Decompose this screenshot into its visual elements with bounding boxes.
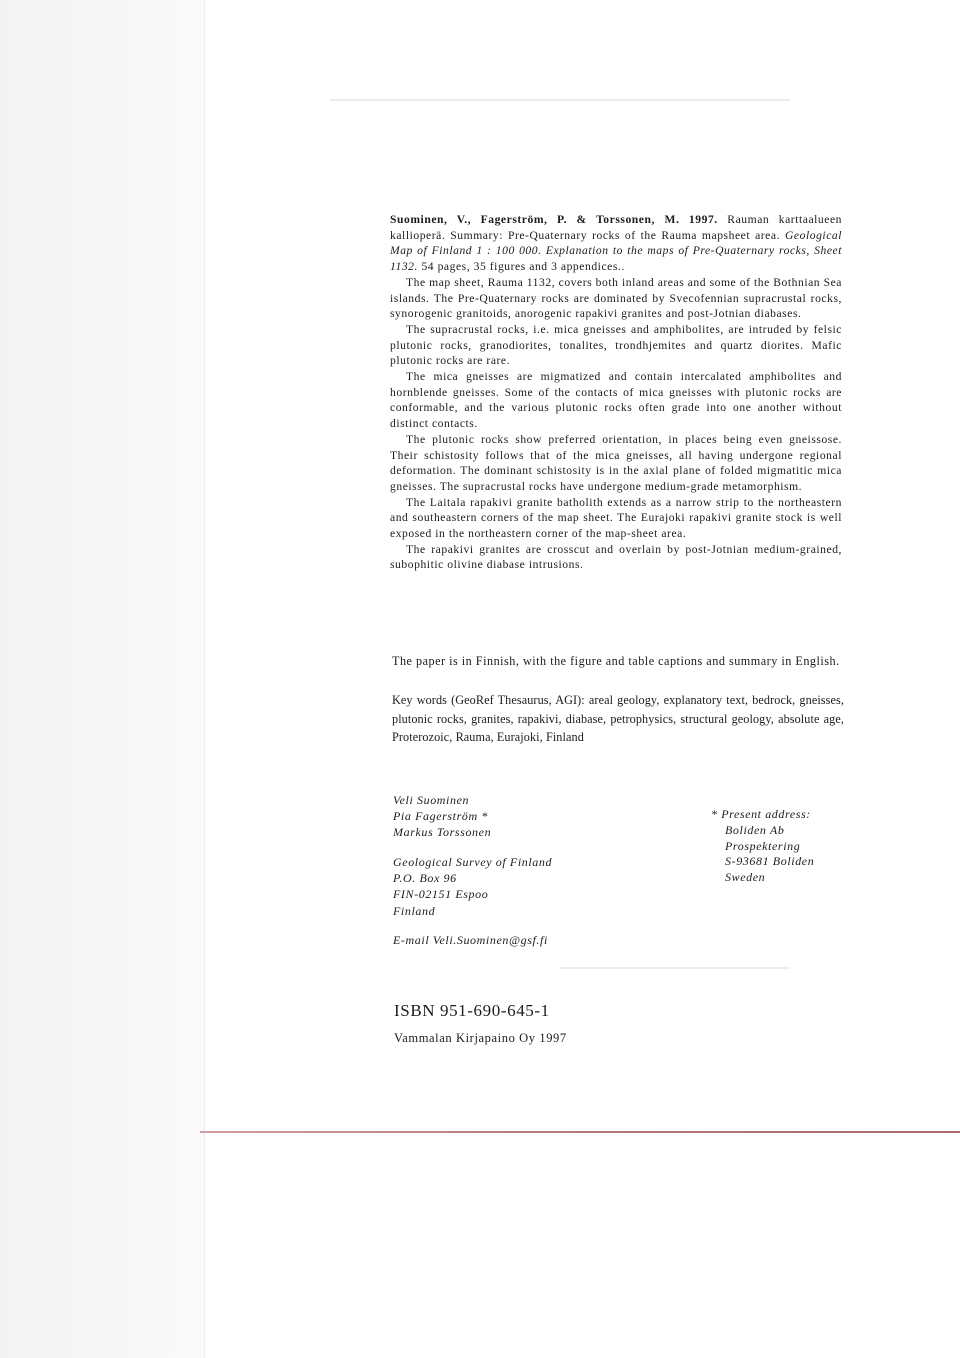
language-note: The paper is in Finnish, with the figure and table captions and summary in English.: [392, 654, 840, 668]
citation-extent: 54 pages, 35 figures and 3 appendices..: [421, 260, 625, 274]
author-name: Veli Suominen: [393, 793, 470, 807]
bleed-through-line: [330, 99, 790, 101]
affiliation-line: P.O. Box 96: [393, 871, 457, 886]
abstract-block: [390, 212, 842, 573]
affiliation-line: Finland: [393, 903, 436, 918]
author-name: Pia Fagerström *: [393, 809, 488, 823]
printer-line: Vammalan Kirjapaino Oy 1997: [394, 1031, 567, 1045]
abstract-paragraph: The map sheet, Rauma 1132, covers both inland areas and some of the Bothnian Sea islands. The Pre-Quaternary rocks are dominated by Svecofennian supracrustal rocks, synorogenic granitoids, anorogenic rapakivi granites and post-Jotnian diabases.: [390, 275, 842, 321]
present-address-line: S-93681 Boliden: [725, 854, 815, 869]
affiliation-line: FIN-02151 Espoo: [393, 887, 489, 902]
scan-margin-shadow: [0, 0, 205, 1358]
citation-paragraph: [390, 212, 842, 275]
present-address-line: Prospektering: [725, 838, 801, 853]
author-names: [393, 792, 491, 840]
author-name: Markus Torssonen: [393, 825, 492, 839]
abstract-paragraph: The rapakivi granites are crosscut and overlain by post-Jotnian medium-grained, subophitic olivine diabase intrusions.: [390, 542, 842, 572]
present-address-line: Boliden Ab: [725, 822, 785, 837]
bleed-through-line: [560, 967, 790, 969]
page-bottom-rule: [200, 1131, 960, 1133]
present-address-line: Sweden: [725, 870, 766, 885]
page-edge: [204, 0, 205, 1358]
isbn: ISBN 951-690-645-1: [394, 1001, 550, 1020]
citation-title-fi: Rauman karttaalueen kallioperä.: [390, 213, 842, 242]
citation-authors: Suominen, V., Fagerström, P. & Torssonen, M. 1997.: [390, 213, 718, 226]
affiliation-address: [393, 854, 552, 919]
abstract-paragraph: The supracrustal rocks, i.e. mica gneisses and amphibolites, are intruded by felsic plutonic rocks, granodiorites, tonalites, trondhjemites and quartz diorites. Mafic plutonic rocks are rare.: [390, 322, 842, 368]
affiliation-line: Geological Survey of Finland: [393, 855, 553, 869]
keywords: Key words (GeoRef Thesaurus, AGI): areal geology, explanatory text, bedrock, gneisses, plutonic rocks, granites, rapakivi, diabase, petrophysics, structural geology, absolute age, Proterozoic, Rauma, Eurajoki, Finland: [392, 693, 844, 744]
citation-summary: Summary: Pre-Quaternary rocks of the Rauma mapsheet area.: [450, 228, 781, 242]
citation-series: Geological Map of Finland 1 : 100 000. Explanation to the maps of Pre-Quaternary rocks, Sheet 1132.: [390, 228, 843, 274]
present-address-heading: * Present address:: [711, 807, 811, 821]
abstract-paragraph: The mica gneisses are migmatized and contain intercalated amphibolites and hornblende gneisses. Some of the contacts of mica gneisses with plutonic rocks are conformable, and the various plutonic rocks often grade into one another without distinct contacts.: [390, 370, 842, 431]
abstract-paragraph: The Laitala rapakivi granite batholith extends as a narrow strip to the northeastern and southeastern corners of the map sheet. The Eurajoki rapakivi granite stock is well exposed in the northeastern corner of the map-sheet area.: [390, 495, 842, 541]
present-address: [711, 807, 814, 886]
email-line: E-mail Veli.Suominen@gsf.fi: [393, 933, 548, 947]
abstract-paragraph: The plutonic rocks show preferred orientation, in places being even gneissose. Their schistosity follows that of the mica gneisses, all having undergone regional deformation. The dominant schistosity is in the axial plane of folded migmatitic mica gneisses. The supracrustal rocks have undergone medium-grade metamorphism.: [390, 432, 842, 493]
